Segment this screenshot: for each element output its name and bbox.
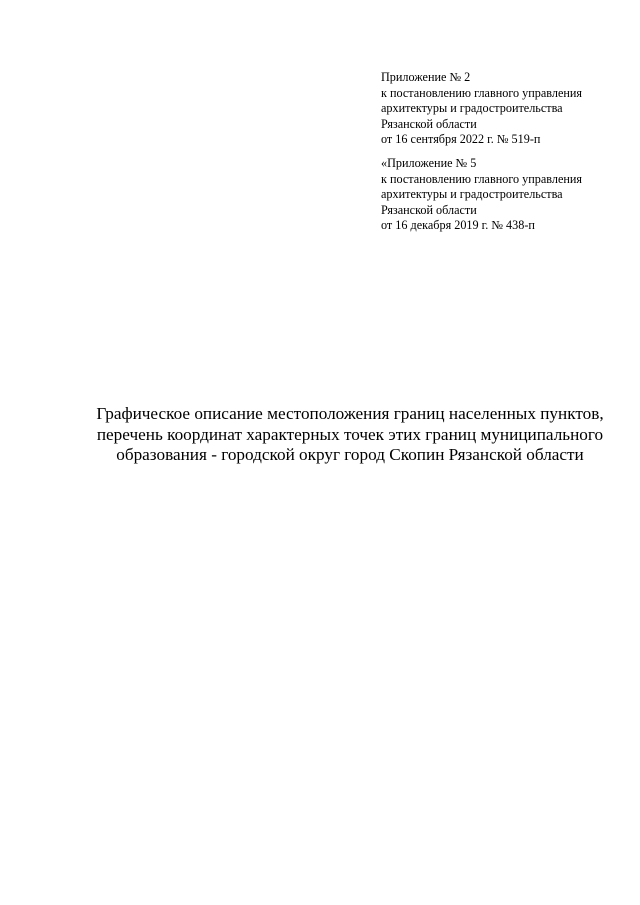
- appendix-header-previous: [381, 156, 621, 234]
- document-title: [60, 404, 640, 466]
- appendix-authority-line: архитектуры и градостроительства: [381, 187, 563, 201]
- title-line: перечень координат характерных точек этих границ муниципального: [96, 424, 604, 444]
- appendix-header-current: [381, 70, 621, 148]
- title-line: образования - городской округ город Скопин Рязанской области: [116, 445, 584, 464]
- appendix-region-line: Рязанской области: [381, 116, 477, 131]
- appendix-region-line: Рязанской области: [381, 202, 477, 217]
- appendix-date-number: от 16 сентября 2022 г. № 519-п: [381, 132, 541, 146]
- title-line: Графическое описание местоположения границ населенных пунктов,: [96, 404, 604, 423]
- appendix-number: Приложение № 2: [381, 70, 471, 84]
- appendix-reference-line: к постановлению главного управления: [381, 171, 583, 186]
- appendix-reference-line: к постановлению главного управления: [381, 85, 583, 100]
- appendix-number: «Приложение № 5: [381, 156, 477, 170]
- appendix-authority-line: архитектуры и градостроительства: [381, 101, 563, 115]
- appendix-date-number: от 16 декабря 2019 г. № 438-п: [381, 218, 535, 232]
